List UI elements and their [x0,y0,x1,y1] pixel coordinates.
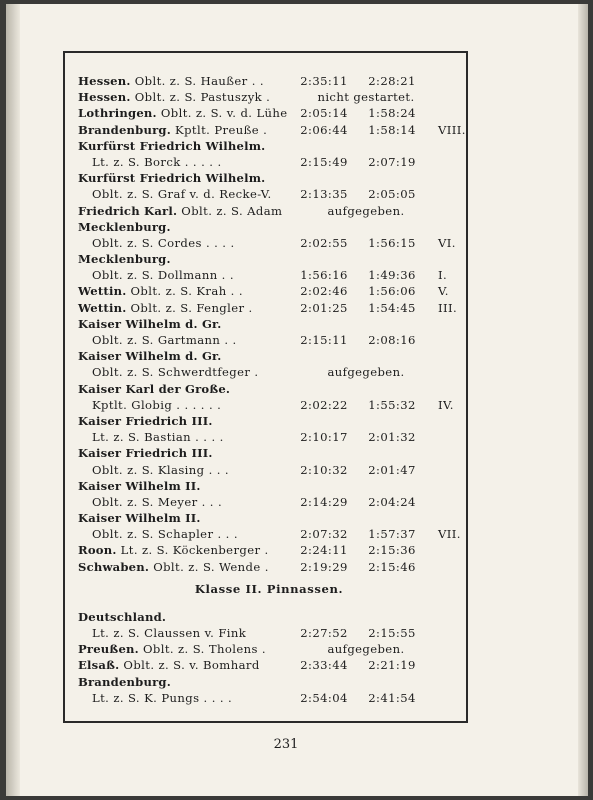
result-row: Lt. z. S. K. Pungs . . . . 2:54:04 2:41:54 [78,690,460,706]
time-gross: 2:02:22 [300,397,348,412]
ship-name: Hessen. [78,90,131,105]
result-row: Preußen. Oblt. z. S. Tholens . aufgegeben. [78,641,460,657]
result-row: Lt. z. S. Bastian . . . . 2:10:17 2:01:32 [78,429,460,445]
officer-name: Oblt. z. S. Klasing [92,462,205,477]
ship-header-row [78,138,460,154]
time-net: 2:04:24 [368,494,416,509]
ship-header-row [78,348,460,364]
ship-name: Schwaben. [78,559,150,574]
ship-name: Friedrich Karl. [78,203,178,218]
status-text: aufgegeben. [327,365,405,380]
time-gross: 2:33:44 [300,658,348,673]
result-row [78,105,460,121]
officer-name: Oblt. z. S. Graf v. d. Recke-V. [92,187,272,202]
ship-name: Hessen. [78,74,131,88]
time-gross: 2:10:32 [300,462,348,477]
results-table [78,73,466,706]
ship-name: Kaiser Wilhelm d. Gr. [78,349,222,364]
ship-name: Kaiser Friedrich III. [78,446,213,461]
ship-name: Kaiser Wilhelm d. Gr. [78,316,222,331]
ship-header-row [78,510,460,526]
result-row [78,186,460,202]
results-frame [63,51,468,723]
page-number: 231 [273,737,299,752]
officer-name: Oblt. z. S. Adam [181,203,283,218]
result-row: Oblt. z. S. Gartmann . . 2:15:11 2:08:16 [78,332,460,348]
ship-name: Brandenburg. [78,122,171,137]
time-gross: 2:02:55 [300,235,348,250]
time-net: 2:01:32 [368,430,416,445]
time-gross: 2:15:11 [300,333,348,347]
time-net: 2:41:54 [368,690,416,705]
ship-name: Preußen. [78,642,139,657]
time-net: 1:57:37 [368,527,416,542]
result-row: Kptlt. Globig . . . . . . 2:02:22 1:55:32 IV. [78,397,460,413]
result-row: Schwaben. Oblt. z. S. Wende . 2:19:29 2:15:46 [78,559,460,575]
officer-name: Oblt. z. S. Fengler [130,300,245,315]
officer-name: Oblt. z. S. Krah [130,284,227,299]
ship-name: Kaiser Friedrich III. [78,413,213,428]
officer-name: Lt. z. S. Borck [92,154,181,169]
result-row: Oblt. z. S. Meyer . . . 2:14:29 2:04:24 [78,494,460,510]
officer-name: Lt. z. S. K. Pungs [92,690,200,705]
result-row [78,625,460,641]
status-text: nicht gestartet. [317,90,415,105]
ship-header-row [78,609,460,625]
page-edge [578,4,588,796]
result-row: Hessen. Oblt. z. S. Pastuszyk . nicht gestartet. [78,89,460,105]
time-net: 2:15:55 [368,626,416,640]
time-net: 1:58:24 [368,106,416,121]
ship-header-row [78,316,460,332]
result-row: Oblt. z. S. Dollmann . . 1:56:16 1:49:36 I. [78,267,460,283]
rank-label: VI. [438,235,456,250]
rank-label: I. [438,268,448,283]
ship-name: Brandenburg. [78,674,171,689]
time-net: 1:55:32 [368,397,416,412]
result-row: Oblt. z. S. Schapler . . . 2:07:32 1:57:37 VII. [78,526,460,542]
officer-name: Kptlt. Globig [92,397,173,412]
page-gutter [6,4,20,796]
rank-label: VIII. [438,122,466,137]
ship-name: Mecklenburg. [78,252,171,267]
time-gross: 2:07:32 [300,527,348,542]
result-row [78,203,460,219]
time-net: 1:56:06 [368,284,416,299]
officer-name: Lt. z. S. Bastian [92,430,192,445]
time-net: 2:07:19 [368,154,416,169]
result-row [78,657,460,673]
time-net: 2:21:19 [368,658,416,673]
ship-header-row [78,381,460,397]
status-text: aufgegeben. [327,642,405,657]
status-text: aufgegeben. [327,203,405,218]
time-net: 1:56:15 [368,235,416,250]
ship-header-row [78,674,460,690]
time-gross: 2:05:14 [300,106,348,121]
time-gross: 2:15:49 [300,154,348,169]
ship-name: Kaiser Wilhelm II. [78,511,201,526]
time-net: 1:49:36 [368,268,416,283]
rank-label: III. [438,300,458,315]
rank-label: V. [438,284,449,299]
ship-name: Roon. [78,543,117,558]
ship-name: Kurfürst Friedrich Wilhelm. [78,171,266,186]
officer-name: Oblt. z. S. Cordes [92,235,202,250]
ship-header-row [78,413,460,429]
time-gross: 2:19:29 [300,559,348,574]
ship-header-row [78,445,460,461]
ship-name: Mecklenburg. [78,219,171,234]
officer-name: Oblt. z. S. Schapler [92,527,214,542]
officer-name: Oblt. z. S. v. d. Lühe [160,106,288,121]
ship-header-row [78,219,460,235]
officer-name: Oblt. z. S. v. Bomhard [123,658,260,673]
time-gross: 2:27:52 [300,626,348,640]
time-gross: 1:56:16 [300,268,348,283]
time-net: 2:08:16 [368,333,416,347]
time-net: 2:28:21 [368,74,416,88]
time-gross: 2:14:29 [300,494,348,509]
time-net: 2:05:05 [368,187,416,202]
ship-name: Wettin. [78,300,127,315]
time-gross: 2:13:35 [300,187,348,202]
ship-header-row [78,251,460,267]
time-net: 1:54:45 [368,300,416,315]
officer-name: Oblt. z. S. Gartmann [92,333,221,347]
result-row: Lt. z. S. Borck . . . . . 2:15:49 2:07:19 [78,154,460,170]
time-gross: 2:01:25 [300,300,348,315]
time-net: 1:58:14 [368,122,416,137]
officer-name: Oblt. z. S. Tholens [142,642,258,657]
result-row: Wettin. Oblt. z. S. Fengler . 2:01:25 1:54:45 III. [78,300,460,316]
ship-name: Lothringen. [78,106,157,121]
time-gross: 2:10:17 [300,430,348,445]
officer-name: Oblt. z. S. Dollmann [92,268,218,283]
time-gross: 2:02:46 [300,284,348,299]
ship-header-row [78,170,460,186]
officer-name: Lt. z. S. Claussen v. Fink [92,626,247,640]
ship-header-row [78,478,460,494]
time-net: 2:15:36 [368,543,416,558]
officer-name: Oblt. z. S. Haußer [134,74,248,88]
ship-name: Deutschland. [78,609,167,624]
result-row: Brandenburg. Kptlt. Preuße . 2:06:44 1:58:14 VIII. [78,122,460,138]
officer-name: Kptlt. Preuße [175,122,260,137]
result-row: Hessen. Oblt. z. S. Haußer . . 2:35:11 2:28:21 [78,73,460,89]
time-net: 2:15:46 [368,559,416,574]
officer-name: Oblt. z. S. Meyer [92,494,198,509]
result-row: Oblt. z. S. Cordes . . . . 2:02:55 1:56:15 VI. [78,235,460,251]
ship-name: Kaiser Wilhelm II. [78,478,201,493]
result-row: Roon. Lt. z. S. Köckenberger . 2:24:11 2:15:36 [78,542,460,558]
ship-name: Wettin. [78,284,127,299]
officer-name: Oblt. z. S. Wende [153,559,261,574]
officer-name: Lt. z. S. Köckenberger [120,543,261,558]
time-gross: 2:24:11 [300,543,348,558]
result-row: Oblt. z. S. Klasing . . . 2:10:32 2:01:47 [78,462,460,478]
book-page [6,4,588,796]
time-gross: 2:06:44 [300,122,348,137]
result-row: Oblt. z. S. Schwerdtfeger . aufgegeben. [78,364,460,380]
ship-name: Elsaß. [78,658,120,673]
officer-name: Oblt. z. S. Schwerdtfeger [92,365,251,380]
section-heading: Klasse II. Pinnassen. [194,581,344,596]
time-net: 2:01:47 [368,462,416,477]
ship-name: Kurfürst Friedrich Wilhelm. [78,138,266,153]
time-gross: 2:54:04 [300,690,348,705]
rank-label: IV. [438,397,454,412]
ship-name: Kaiser Karl der Große. [78,381,231,396]
result-row: Wettin. Oblt. z. S. Krah . . 2:02:46 1:56:06 V. [78,283,460,299]
time-gross: 2:35:11 [300,74,348,88]
officer-name: Oblt. z. S. Pastuszyk [134,90,263,105]
rank-label: VII. [438,527,461,542]
